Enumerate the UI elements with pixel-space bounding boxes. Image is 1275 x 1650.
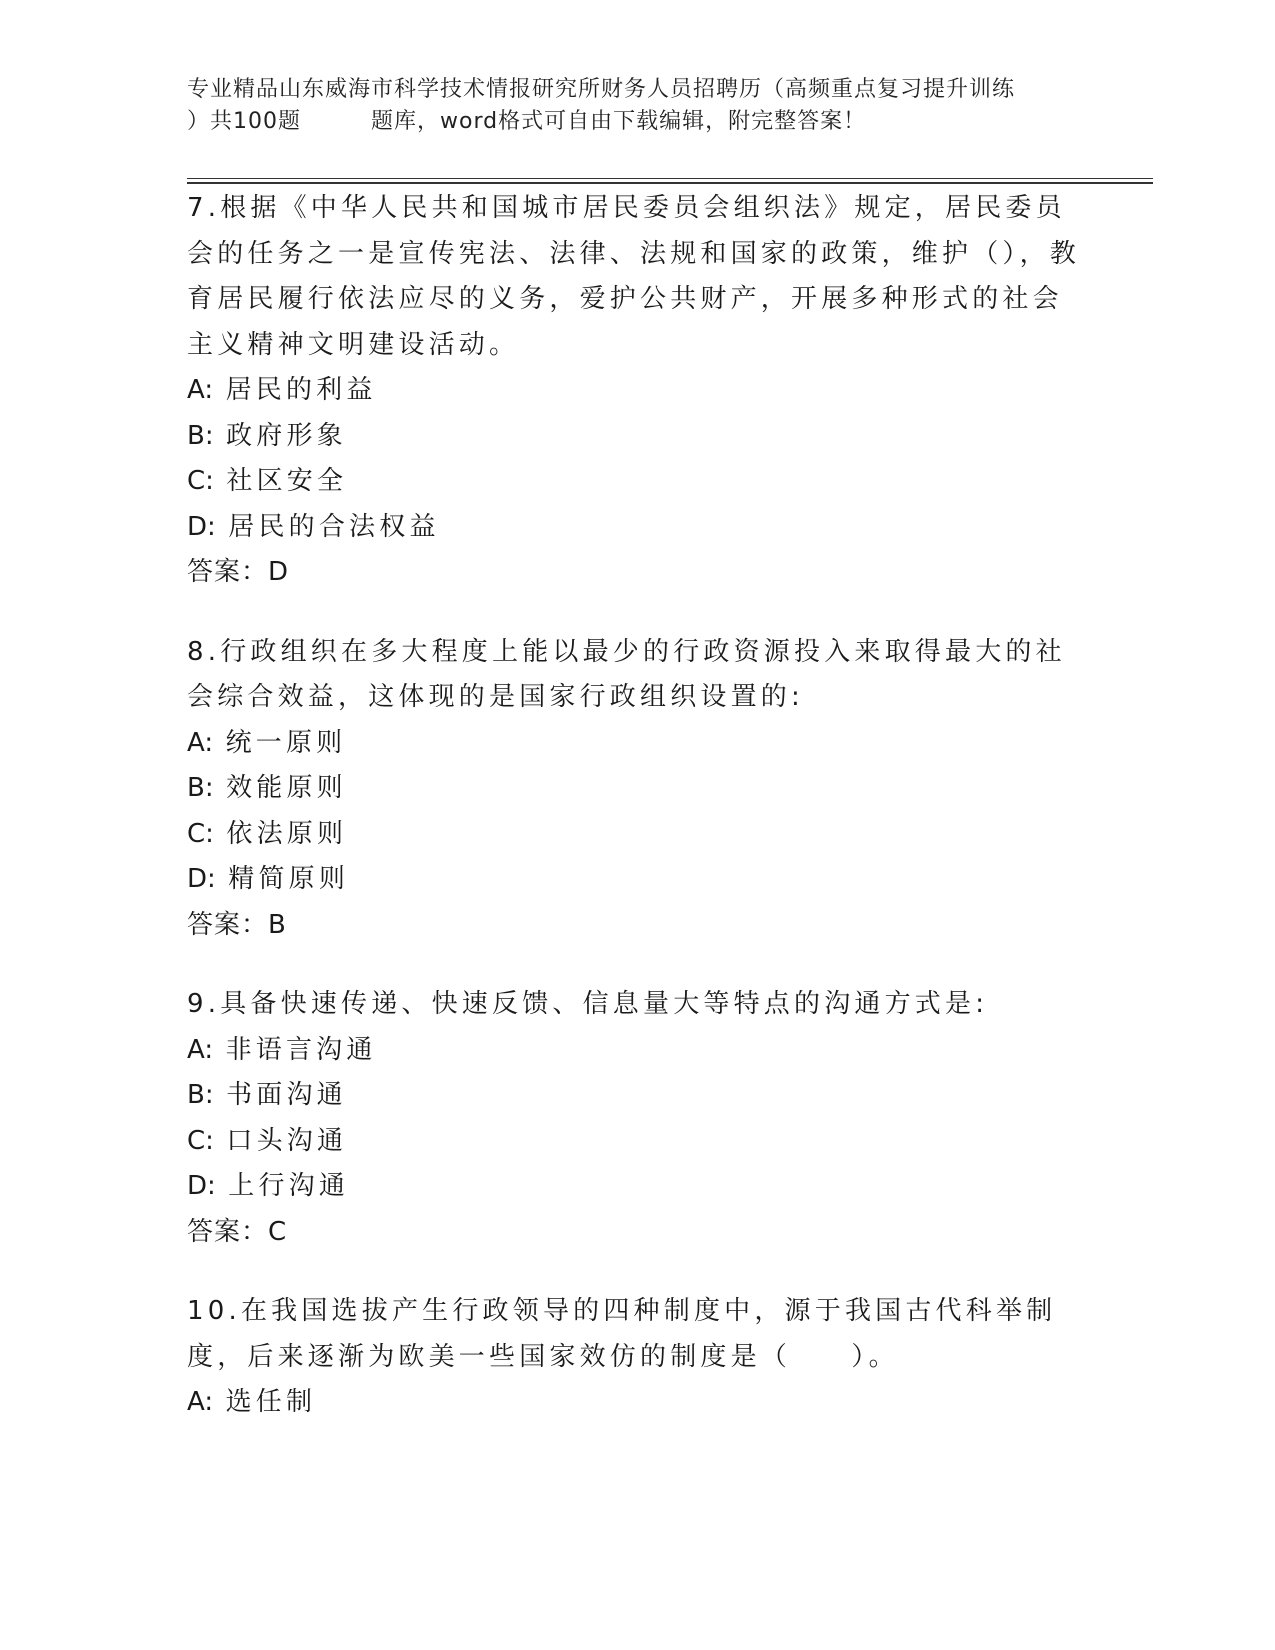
header-line-2-start: ）共100题 <box>187 109 301 134</box>
option-c <box>187 812 1087 858</box>
option-letter: D: <box>187 1171 216 1201</box>
option-b <box>187 1073 1087 1119</box>
option-a <box>187 721 1087 767</box>
option-text: 非语言沟通 <box>225 1034 377 1065</box>
document-header <box>187 74 1107 138</box>
option-text: 上行沟通 <box>228 1171 350 1201</box>
header-line-1: 专业精品山东威海市科学技术情报研究所财务人员招聘历（高频重点复习提升训练 <box>187 77 1016 102</box>
question-8 <box>187 630 1087 949</box>
option-text: 选任制 <box>225 1387 317 1417</box>
option-a <box>187 1380 1087 1426</box>
option-text: 居民的合法权益 <box>228 511 440 542</box>
option-d <box>187 857 1087 903</box>
option-letter: D: <box>187 864 216 894</box>
question-9 <box>187 982 1087 1255</box>
question-list <box>187 186 1087 1460</box>
option-d <box>187 1164 1087 1210</box>
option-letter: A: <box>187 1034 214 1065</box>
question-stem: 9.具备快速传递、快速反馈、信息量大等特点的沟通方式是: <box>187 989 989 1019</box>
question-10 <box>187 1289 1087 1426</box>
option-text: 书面沟通 <box>226 1080 347 1110</box>
question-stem: 10.在我国选拔产生行政领导的四种制度中，源于我国古代科举制度，后来逐渐为欧美一些国家效仿的制度是（ ）。 <box>187 1296 1057 1372</box>
option-d <box>187 505 1087 551</box>
option-b <box>187 414 1087 460</box>
option-c <box>187 1119 1087 1165</box>
option-letter: A: <box>187 727 214 758</box>
option-letter: B: <box>187 773 214 803</box>
option-a <box>187 368 1087 414</box>
option-letter: C: <box>187 818 214 849</box>
answer-label: 答案：C <box>187 1216 288 1247</box>
option-letter: B: <box>187 1080 214 1110</box>
option-text: 统一原则 <box>225 727 347 758</box>
option-text: 效能原则 <box>226 773 347 803</box>
option-text: 社区安全 <box>226 466 348 496</box>
option-letter: C: <box>187 466 214 496</box>
option-text: 居民的利益 <box>225 375 377 405</box>
option-a <box>187 1028 1087 1074</box>
option-letter: A: <box>187 375 214 405</box>
option-letter: A: <box>187 1387 214 1417</box>
answer-label: 答案：B <box>187 909 287 940</box>
option-c <box>187 459 1087 505</box>
question-stem: 8.行政组织在多大程度上能以最少的行政资源投入来取得最大的社会综合效益，这体现的是国家行政组织设置的: <box>187 636 1066 712</box>
question-stem: 7.根据《中华人民共和国城市居民委员会组织法》规定，居民委员会的任务之一是宣传宪法、法律、法规和国家的政策，维护（），教育居民履行依法应尽的义务，爱护公共财产，开展多种形式的社会主义精神文明建设活动。 <box>187 193 1081 360</box>
answer-label: 答案：D <box>187 557 290 587</box>
option-letter: D: <box>187 511 216 542</box>
option-text: 精简原则 <box>228 864 350 894</box>
option-text: 依法原则 <box>226 818 348 849</box>
header-line-2-end: 题库，word格式可自由下载编辑，附完整答案！ <box>371 109 867 134</box>
header-divider-thin <box>187 178 1153 179</box>
option-letter: B: <box>187 420 214 451</box>
option-b <box>187 766 1087 812</box>
option-text: 口头沟通 <box>226 1125 348 1156</box>
question-7 <box>187 186 1087 596</box>
option-text: 政府形象 <box>226 420 347 451</box>
header-divider-thick <box>187 182 1153 184</box>
option-letter: C: <box>187 1125 214 1156</box>
header-line-2 <box>187 106 1107 138</box>
